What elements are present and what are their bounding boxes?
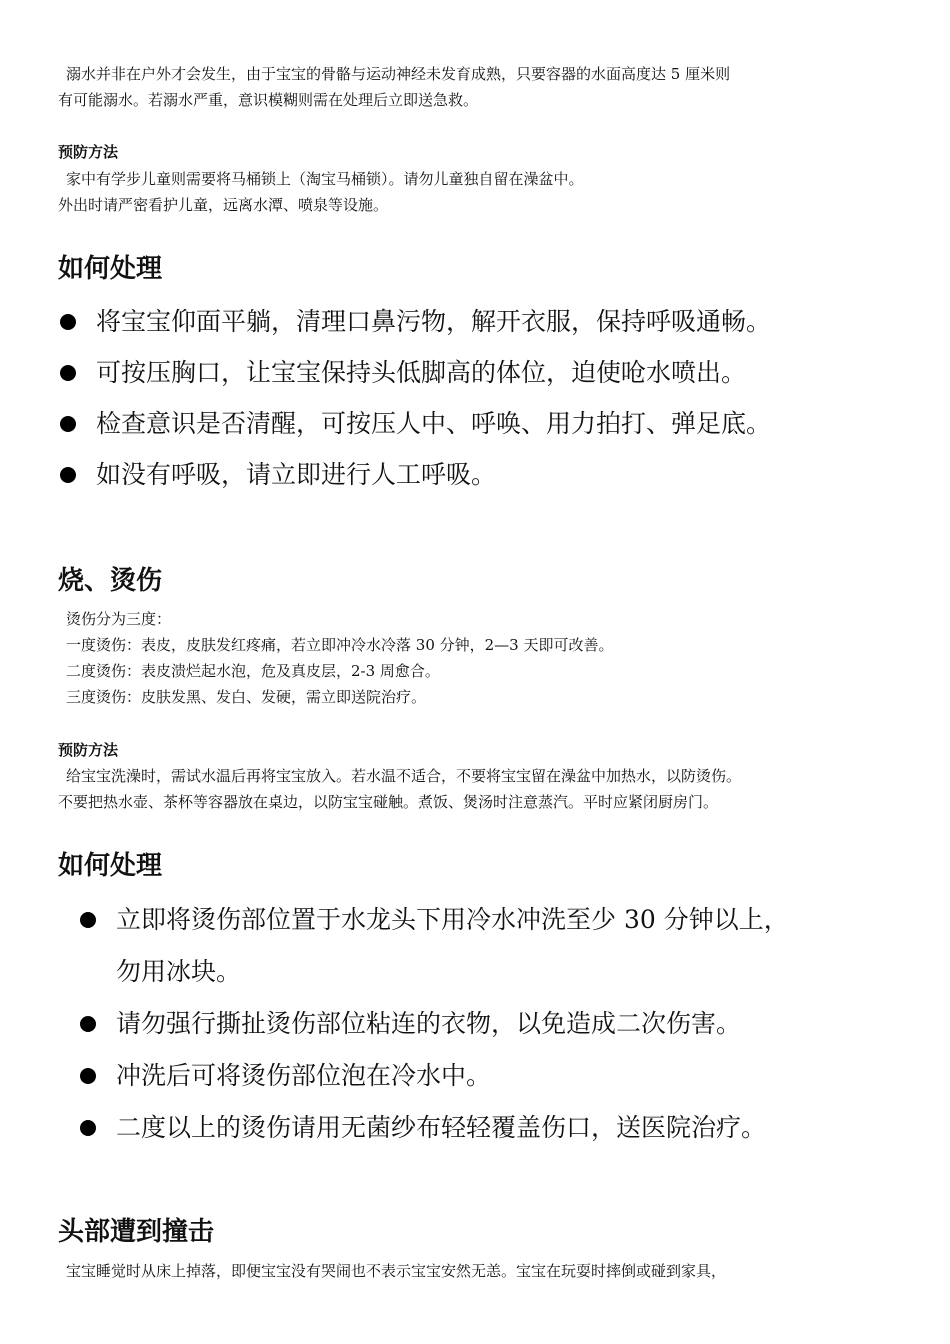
head-injury-intro-line-1: 宝宝睡觉时从床上掉落，即便宝宝没有哭闹也不表示宝宝安然无恙。宝宝在玩耍时摔倒或碰到家具，	[66, 1262, 727, 1280]
burns-prevention-label: 预防方法	[58, 741, 119, 759]
burns-degree-line: 一度烫伤：表皮，皮肤发红疼痛，若立即冲冷水冷落 30 分钟，2—3 天即可改善。	[66, 636, 614, 654]
list-item	[58, 355, 902, 406]
list-item-text: 将宝宝仰面平躺，清理口鼻污物，解开衣服，保持呼吸通畅。	[96, 307, 772, 336]
list-item	[58, 1102, 902, 1154]
drowning-prevention-line-1: 家中有学步儿童则需要将马桶锁上（淘宝马桶锁）。请勿儿童独自留在澡盆中。	[66, 170, 584, 188]
list-item	[58, 894, 902, 998]
head-injury-intro	[58, 1258, 902, 1284]
head-injury-heading: 头部遭到撞击	[58, 1217, 215, 1247]
drowning-intro	[58, 61, 902, 113]
bullet-icon	[80, 1068, 96, 1084]
drowning-handling-heading: 如何处理	[58, 254, 163, 284]
list-item-text-continued: 勿用冰块。	[116, 957, 242, 986]
list-item	[58, 998, 902, 1050]
list-item	[58, 1050, 902, 1102]
list-item-text: 可按压胸口，让宝宝保持头低脚高的体位，迫使呛水喷出。	[96, 358, 747, 387]
bullet-icon	[80, 1016, 96, 1032]
bullet-icon	[60, 365, 76, 381]
list-item-text: 请勿强行撕扯烫伤部位粘连的衣物，以免造成二次伤害。	[116, 1009, 742, 1038]
bullet-icon	[80, 1120, 96, 1136]
burns-handling-list	[58, 894, 902, 1154]
bullet-icon	[60, 314, 76, 330]
drowning-handling-list	[58, 304, 902, 508]
drowning-intro-line-1: 溺水并非在户外才会发生，由于宝宝的骨骼与运动神经未发育成熟，只要容器的水面高度达 5 厘米则	[66, 65, 731, 83]
list-item-text: 如没有呼吸，请立即进行人工呼吸。	[96, 460, 497, 489]
list-item	[58, 304, 902, 355]
burns-prevention-line-2: 不要把热水壶、茶杯等容器放在桌边，以防宝宝碰触。煮饭、煲汤时注意蒸汽。平时应紧闭厨房门。	[58, 793, 719, 811]
burns-prevention-text	[58, 763, 902, 815]
burns-handling-heading: 如何处理	[58, 851, 163, 881]
drowning-intro-line-2: 有可能溺水。若溺水严重，意识模糊则需在处理后立即送急救。	[58, 91, 479, 109]
drowning-prevention-line-2: 外出时请严密看护儿童，远离水潭、喷泉等设施。	[58, 196, 389, 214]
list-item-text: 二度以上的烫伤请用无菌纱布轻轻覆盖伤口，送医院治疗。	[116, 1113, 767, 1142]
list-item	[58, 457, 902, 508]
list-item-text: 立即将烫伤部位置于水龙头下用冷水冲洗至少 30 分钟以上，	[116, 905, 789, 934]
burns-degrees	[58, 606, 902, 710]
list-item-text: 冲洗后可将烫伤部位泡在冷水中。	[116, 1061, 492, 1090]
burns-prevention-line-1: 给宝宝洗澡时，需试水温后再将宝宝放入。若水温不适合，不要将宝宝留在澡盆中加热水，以防烫伤。	[66, 767, 742, 785]
list-item	[58, 406, 902, 457]
drowning-prevention-label: 预防方法	[58, 143, 119, 161]
burns-degree-line: 烫伤分为三度：	[66, 610, 172, 628]
bullet-icon	[60, 416, 76, 432]
bullet-icon	[80, 912, 96, 928]
burns-heading: 烧、烫伤	[58, 566, 163, 596]
burns-degree-line: 二度烫伤：表皮溃烂起水泡，危及真皮层，2-3 周愈合。	[66, 662, 440, 680]
drowning-prevention-text	[58, 166, 902, 218]
burns-degree-line: 三度烫伤：皮肤发黑、发白、发硬，需立即送院治疗。	[66, 688, 427, 706]
list-item-text: 检查意识是否清醒，可按压人中、呼唤、用力拍打、弹足底。	[96, 409, 772, 438]
bullet-icon	[60, 467, 76, 483]
